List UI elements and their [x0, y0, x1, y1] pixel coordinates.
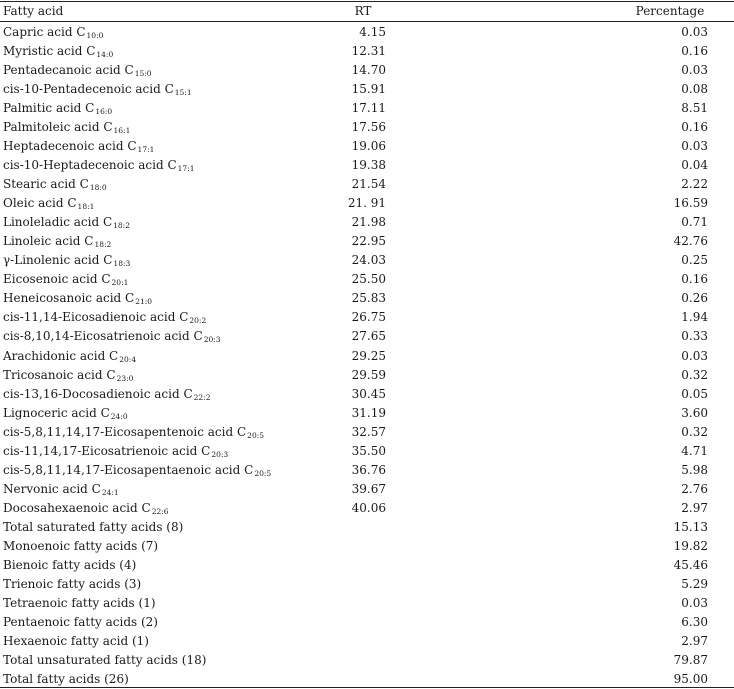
carbon-notation-subscript: 24:0: [110, 411, 128, 421]
table-header-rule: [0, 21, 734, 22]
retention-time-value: 22.95: [351, 234, 386, 249]
fatty-acid-name: [3, 23, 103, 42]
table-row: [0, 632, 734, 651]
percentage-value: 0.03: [681, 25, 708, 39]
percentage-value: 0.16: [681, 120, 708, 135]
fatty-acid-name-text: Monoenoic fatty acids (7): [3, 538, 159, 553]
fatty-acid-name: [3, 556, 136, 575]
table-row: [0, 347, 734, 366]
carbon-notation-subscript: 20:2: [189, 316, 207, 326]
fatty-acid-name-text: Heneicosanoic acid C: [3, 291, 135, 306]
carbon-notation-subscript: 23:0: [116, 373, 134, 383]
percentage-value: 5.29: [681, 576, 708, 591]
fatty-acid-name-text: Palmitic acid C: [3, 101, 95, 116]
fatty-acid-name-text: cis-5,8,11,14,17-Eicosapentenoic acid C: [3, 424, 247, 439]
table-row: [0, 80, 734, 99]
retention-time-value: 35.50: [351, 443, 386, 458]
fatty-acid-name-text: Tricosanoic acid C: [3, 367, 116, 382]
percentage-value: 0.03: [681, 595, 708, 610]
retention-time-value: 17.11: [351, 101, 386, 116]
fatty-acid-name-text: cis-11,14-Eicosadienoic acid C: [3, 310, 189, 325]
header-percentage: Percentage: [635, 4, 705, 18]
fatty-acid-name: [3, 613, 158, 632]
fatty-acid-name-text: Linoleladic acid C: [3, 215, 113, 230]
fatty-acid-name-text: Total saturated fatty acids (8): [3, 519, 184, 534]
carbon-notation-subscript: 18:1: [77, 202, 95, 212]
fatty-acid-name: [3, 385, 210, 404]
retention-time-value: 32.57: [351, 424, 386, 439]
retention-time-value: 39.67: [351, 481, 386, 496]
carbon-notation-subscript: 20:3: [211, 449, 229, 459]
table-row: [0, 289, 734, 308]
fatty-acid-name: [3, 61, 152, 80]
fatty-acid-name-text: γ-Linolenic acid C: [3, 253, 113, 268]
fatty-acid-name: [3, 327, 221, 346]
carbon-notation-subscript: 16:1: [113, 126, 131, 136]
percentage-value: 0.03: [681, 63, 708, 78]
fatty-acid-name: [3, 308, 206, 327]
table-row: [0, 118, 734, 137]
carbon-notation-subscript: 20:1: [111, 278, 129, 288]
retention-time-value: 26.75: [351, 310, 386, 325]
retention-time-value: 19.06: [351, 139, 386, 154]
header-fatty-acid: Fatty acid: [3, 4, 64, 18]
carbon-notation-subscript: 15:0: [134, 69, 152, 79]
table-row: [0, 518, 734, 537]
carbon-notation-subscript: 18:3: [113, 259, 131, 269]
table-row: [0, 42, 734, 61]
fatty-acid-name: [3, 442, 228, 461]
retention-time-value: 17.56: [351, 120, 386, 135]
fatty-acid-name: [3, 99, 112, 118]
retention-time-value: 12.31: [351, 44, 386, 59]
carbon-notation-subscript: 16:0: [95, 107, 113, 117]
fatty-acid-name-text: Pentadecanoic acid C: [3, 63, 134, 78]
fatty-acid-name-text: Oleic acid C: [3, 196, 77, 211]
percentage-value: 2.97: [681, 500, 708, 515]
percentage-value: 0.03: [681, 348, 708, 363]
percentage-value: 0.25: [681, 253, 708, 268]
carbon-notation-subscript: 20:5: [254, 468, 272, 478]
percentage-value: 5.98: [681, 462, 708, 477]
percentage-value: 19.82: [673, 538, 708, 553]
carbon-notation-subscript: 20:3: [203, 335, 221, 345]
table-row: [0, 651, 734, 670]
fatty-acid-name-text: Total unsaturated fatty acids (18): [3, 652, 207, 667]
fatty-acid-name-text: Nervonic acid C: [3, 481, 101, 496]
fatty-acid-name-text: Total fatty acids (26): [3, 672, 129, 687]
header-rt: RT: [354, 4, 372, 18]
fatty-acid-name-text: Heptadecenoic acid C: [3, 139, 137, 154]
percentage-value: 0.16: [681, 272, 708, 287]
carbon-notation-subscript: 21:0: [135, 297, 153, 307]
table-row: [0, 137, 734, 156]
fatty-acid-name: [3, 537, 158, 556]
fatty-acid-name: [3, 423, 264, 442]
table-row: [0, 594, 734, 613]
carbon-notation-subscript: 18:0: [89, 183, 107, 193]
table-row: [0, 537, 734, 556]
percentage-value: 0.33: [681, 329, 708, 344]
fatty-acid-name-text: cis-13,16-Docosadienoic acid C: [3, 386, 193, 401]
retention-time-value: 36.76: [351, 462, 386, 477]
fatty-acid-name-text: Trienoic fatty acids (3): [3, 576, 142, 591]
carbon-notation-subscript: 22:2: [193, 392, 211, 402]
carbon-notation-subscript: 22:6: [151, 506, 169, 516]
retention-time-value: 14.70: [351, 63, 386, 78]
fatty-acid-name: [3, 156, 195, 175]
fatty-acid-name-text: Docosahexaenoic acid C: [3, 500, 151, 515]
fatty-acid-name-text: cis-5,8,11,14,17-Eicosapentaenoic acid C: [3, 462, 254, 477]
table-row: [0, 308, 734, 327]
retention-time-value: 30.45: [351, 386, 386, 401]
table-row: [0, 194, 734, 213]
percentage-value: 15.13: [673, 519, 708, 534]
percentage-value: 0.03: [681, 139, 708, 154]
table-header-row: [0, 2, 734, 21]
fatty-acid-name: [3, 251, 130, 270]
percentage-value: 95.00: [673, 672, 708, 687]
retention-time-value: 29.25: [351, 348, 386, 363]
retention-time-value: 21. 91: [347, 196, 386, 211]
table-row: [0, 232, 734, 251]
table-row: [0, 442, 734, 461]
fatty-acid-name-text: cis-10-Heptadecenoic acid C: [3, 158, 177, 173]
table-row: [0, 461, 734, 480]
retention-time-value: 24.03: [351, 253, 386, 268]
percentage-value: 45.46: [673, 557, 708, 572]
percentage-value: 2.97: [681, 633, 708, 648]
table-row: [0, 423, 734, 442]
fatty-acid-name: [3, 499, 169, 518]
table-row: [0, 385, 734, 404]
carbon-notation-subscript: 15:1: [174, 88, 192, 98]
carbon-notation-subscript: 10:0: [86, 31, 104, 40]
retention-time-value: 29.59: [351, 367, 386, 382]
fatty-acid-name: [3, 289, 152, 308]
percentage-value: 2.76: [681, 481, 708, 496]
retention-time-value: 40.06: [351, 500, 386, 515]
percentage-value: 0.08: [681, 82, 708, 97]
fatty-acid-name-text: Palmitoleic acid C: [3, 120, 113, 135]
table-row: [0, 556, 734, 575]
table-row: [0, 480, 734, 499]
percentage-value: 0.16: [681, 44, 708, 59]
fatty-acid-name: [3, 194, 94, 213]
fatty-acid-name-text: Bienoic fatty acids (4): [3, 557, 137, 572]
percentage-value: 6.30: [681, 614, 708, 629]
percentage-value: 0.26: [681, 291, 708, 306]
fatty-acid-name: [3, 366, 133, 385]
table-row: [0, 61, 734, 80]
retention-time-value: 21.98: [351, 215, 386, 230]
percentage-value: 0.32: [681, 424, 708, 439]
retention-time-value: 19.38: [351, 158, 386, 173]
retention-time-value: 31.19: [351, 405, 386, 420]
fatty-acid-name-text: cis-11,14,17-Eicosatrienoic acid C: [3, 443, 211, 458]
table-row: [0, 175, 734, 194]
carbon-notation-subscript: 18:2: [113, 221, 130, 231]
percentage-value: 0.05: [681, 386, 708, 401]
fatty-acid-name: [3, 270, 128, 289]
fatty-acid-name: [3, 632, 149, 651]
fatty-acid-name-text: Pentaenoic fatty acids (2): [3, 614, 158, 629]
table-row: [0, 23, 734, 42]
percentage-value: 0.04: [681, 158, 708, 173]
fatty-acid-name: [3, 651, 206, 670]
carbon-notation-subscript: 24:1: [101, 487, 119, 497]
fatty-acid-name-text: Linoleic acid C: [3, 234, 94, 249]
fatty-acid-name-text: cis-10-Pentadecenoic acid C: [3, 82, 174, 97]
fatty-acid-name-text: Arachidonic acid C: [3, 348, 119, 363]
fatty-acid-name-text: cis-8,10,14-Eicosatrienoic acid C: [3, 329, 203, 344]
table-row: [0, 366, 734, 385]
fatty-acid-name: [3, 518, 183, 537]
table-bottom-rule: [0, 687, 734, 688]
table-row: [0, 575, 734, 594]
fatty-acid-name: [3, 594, 156, 613]
table-row: [0, 99, 734, 118]
percentage-value: 16.59: [673, 196, 708, 211]
carbon-notation-subscript: 20:4: [119, 354, 137, 364]
percentage-value: 8.51: [681, 101, 708, 116]
table-row: [0, 327, 734, 346]
percentage-value: 1.94: [681, 310, 708, 325]
carbon-notation-subscript: 18:2: [94, 240, 112, 250]
retention-time-value: 4.15: [359, 25, 386, 39]
fatty-acid-name: [3, 575, 141, 594]
retention-time-value: 25.83: [351, 291, 386, 306]
retention-time-value: 15.91: [351, 82, 386, 97]
fatty-acid-name: [3, 461, 271, 480]
fatty-acid-name-text: Hexaenoic fatty acid (1): [3, 633, 149, 648]
fatty-acid-name: [3, 175, 107, 194]
retention-time-value: 27.65: [351, 329, 386, 344]
retention-time-value: 21.54: [351, 177, 386, 192]
fatty-acid-name: [3, 404, 128, 423]
table-row: [0, 270, 734, 289]
percentage-value: 79.87: [673, 652, 708, 667]
fatty-acid-name: [3, 80, 192, 99]
carbon-notation-subscript: 17:1: [177, 164, 195, 174]
percentage-value: 2.22: [681, 177, 708, 192]
percentage-value: 3.60: [681, 405, 708, 420]
fatty-acid-name: [3, 42, 113, 61]
fatty-acid-name: [3, 213, 130, 232]
percentage-value: 0.32: [681, 367, 708, 382]
fatty-acid-name-text: Myristic acid C: [3, 44, 96, 59]
percentage-value: 0.71: [681, 215, 708, 230]
percentage-value: 4.71: [681, 443, 708, 458]
table-row: [0, 499, 734, 518]
fatty-acid-name: [3, 347, 136, 366]
fatty-acid-name-text: Capric acid C: [3, 25, 86, 39]
carbon-notation-subscript: 17:1: [137, 145, 155, 155]
fatty-acid-name-text: Tetraenoic fatty acids (1): [3, 595, 156, 610]
fatty-acid-name: [3, 480, 119, 499]
fatty-acid-name-text: Stearic acid C: [3, 177, 89, 192]
carbon-notation-subscript: 14:0: [96, 50, 114, 60]
fatty-acid-name: [3, 118, 130, 137]
table-row: [0, 213, 734, 232]
fatty-acid-name: [3, 137, 154, 156]
table-row: [0, 156, 734, 175]
fatty-acid-name-text: Lignoceric acid C: [3, 405, 110, 420]
table-row: [0, 251, 734, 270]
table-row: [0, 404, 734, 423]
percentage-value: 42.76: [673, 234, 708, 249]
fatty-acid-name-text: Eicosenoic acid C: [3, 272, 111, 287]
fatty-acid-name: [3, 232, 111, 251]
carbon-notation-subscript: 20:5: [247, 430, 265, 440]
table-row: [0, 613, 734, 632]
retention-time-value: 25.50: [351, 272, 386, 287]
